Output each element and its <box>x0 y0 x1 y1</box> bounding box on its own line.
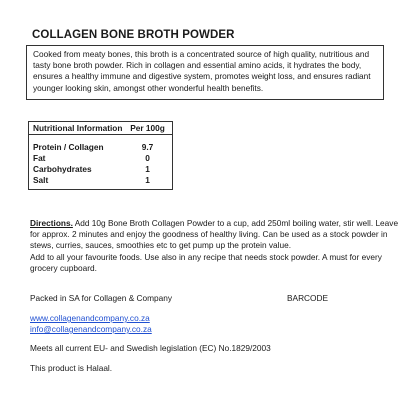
nutrition-row-value: 0 <box>145 152 150 163</box>
nutrition-row-label: Fat <box>33 152 46 163</box>
nutrition-row-salt <box>29 174 172 185</box>
nutrition-row-value: 1 <box>145 163 150 174</box>
directions-paragraph <box>30 218 400 252</box>
email-link[interactable]: info@collagenandcompany.co.za <box>30 324 152 334</box>
nutrition-row-fat <box>29 152 172 163</box>
nutrition-header-value: Per 100g <box>130 123 165 133</box>
barcode-placeholder: BARCODE <box>287 293 329 303</box>
legislation-text: Meets all current EU- and Swedish legislation (EC) No.1829/2003 <box>30 343 271 353</box>
nutrition-row-label: Carbohydrates <box>33 163 92 174</box>
nutrition-row-value: 1 <box>145 174 150 185</box>
website-link[interactable]: www.collagenandcompany.co.za <box>30 313 150 323</box>
directions-text: Add 10g Bone Broth Collagen Powder to a cup, add 250ml boiling water, stir well. Leave for approx. 2 minutes and enjoy the goodness of healthy living. Can be used as a stock powder in stews, curries, sauces, smoothies etc to get pump up the protein value. <box>30 218 399 251</box>
nutrition-table <box>28 121 173 190</box>
packed-text: Packed in SA for Collagen & Company <box>30 293 173 303</box>
nutrition-header-label: Nutritional Information <box>33 123 123 133</box>
halaal-text: This product is Halaal. <box>30 363 113 373</box>
usage-paragraph: Add to all your favourite foods. Use also in any recipe that needs stock powder. A must for every grocery cupboard. <box>30 252 382 274</box>
nutrition-row-value: 9.7 <box>141 141 154 152</box>
description-box: Cooked from meaty bones, this broth is a concentrated source of high quality, nutritious and tasty bone broth powder. Rich in collagen and essential amino acids, it hydrates the body, ensures a healthy immune and digestive system, promotes weight loss, and ensures radiant younger looking skin, amongst other wonderful health benefits. <box>26 45 384 100</box>
page-title: COLLAGEN BONE BROTH POWDER <box>32 29 235 41</box>
nutrition-header-row <box>29 122 172 135</box>
nutrition-row-protein <box>29 141 172 152</box>
nutrition-row-label: Protein / Collagen <box>33 141 104 152</box>
nutrition-row-carbohydrates <box>29 163 172 174</box>
nutrition-row-label: Salt <box>33 174 49 185</box>
directions-label: Directions. <box>30 218 73 228</box>
